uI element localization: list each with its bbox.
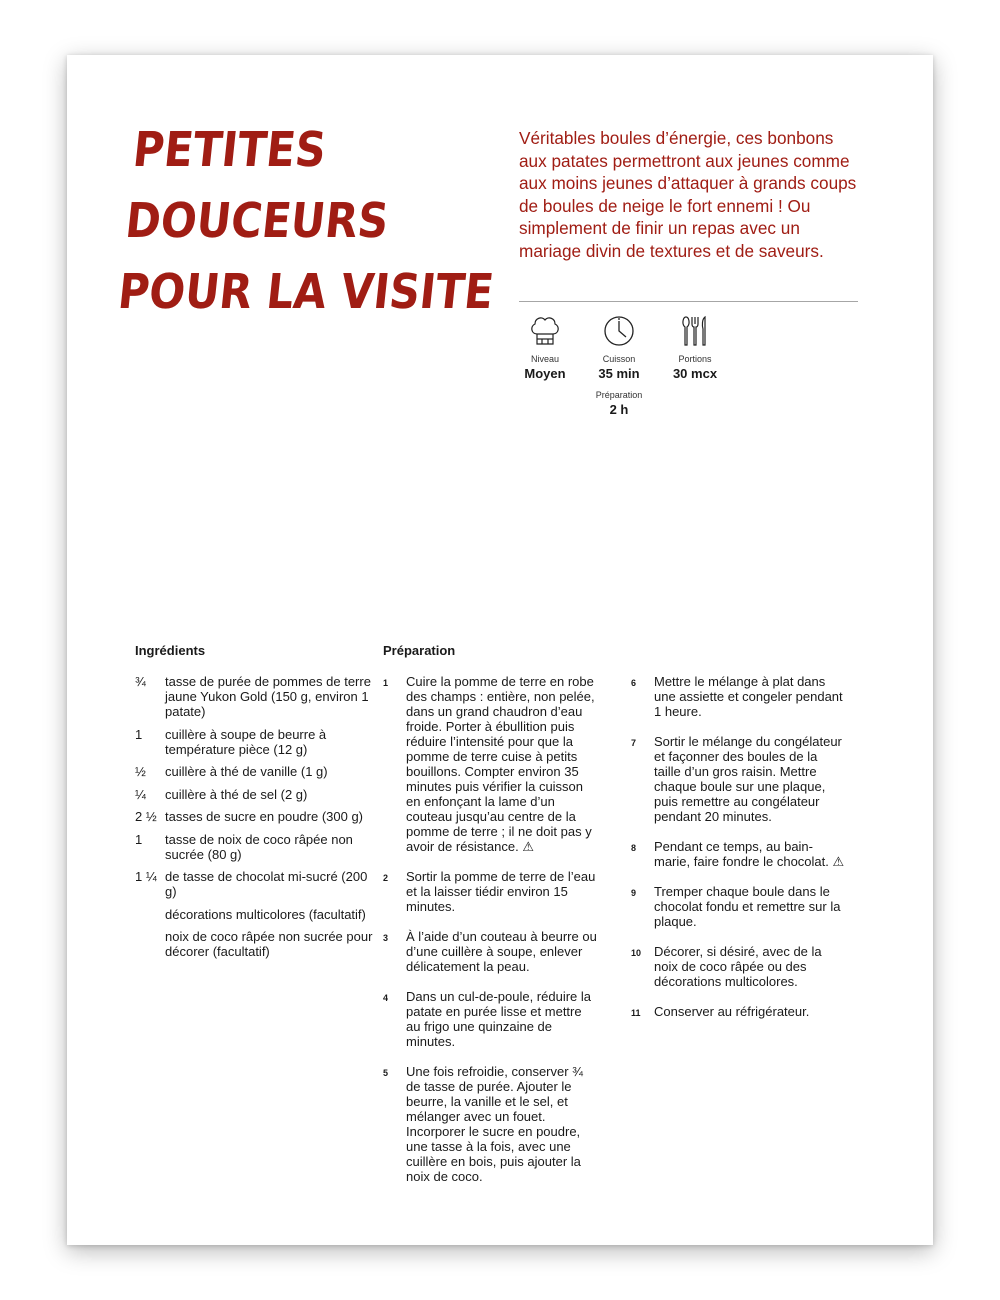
step-text: Tremper chaque boule dans le chocolat fondu et remettre sur la plaque. <box>654 884 841 929</box>
ingredient-item <box>135 929 375 959</box>
stat-niveau-value: Moyen <box>524 366 566 381</box>
stat-niveau <box>505 314 585 381</box>
ingredient-text: cuillère à thé de sel (2 g) <box>165 786 308 802</box>
step-number: 7 <box>631 738 637 748</box>
stat-cuisson-value: 35 min <box>598 366 640 381</box>
ingredients-list <box>135 674 375 967</box>
step-number: 10 <box>631 948 642 958</box>
step-item <box>631 944 846 989</box>
step-number: 8 <box>631 843 637 853</box>
step-item <box>383 929 598 974</box>
step-text: Dans un cul-de-poule, réduire la patate en purée lisse et mettre au frigo une quinzaine de minutes. <box>406 989 591 1049</box>
step-text: Conserver au réfrigérateur. <box>654 1004 810 1019</box>
ingredient-text: tasse de purée de pommes de terre jaune Yukon Gold (150 g, environ 1 patate) <box>165 674 371 719</box>
step-text: Sortir le mélange du congélateur et façonner des boules de la taille d’un gros raisin. Mettre chaque boule sur une plaque, puis remettre au congélateur pendant 20 minutes. <box>654 734 842 824</box>
ingredient-item <box>135 727 375 757</box>
step-number: 2 <box>383 873 389 883</box>
step-number: 1 <box>383 678 389 688</box>
ingredient-text: tasse de noix de coco râpée non sucrée (80 g) <box>165 831 353 862</box>
step-number: 4 <box>383 993 389 1003</box>
stat-niveau-label: Niveau <box>530 354 559 364</box>
ingredient-item <box>135 809 375 824</box>
title-line-2: DOUCEURS <box>122 193 392 249</box>
ingredient-text: cuillère à thé de vanille (1 g) <box>165 764 328 779</box>
ingredient-text: cuillère à soupe de beurre à température pièce (12 g) <box>165 726 327 757</box>
step-text: Pendant ce temps, au bain-marie, faire fondre le chocolat. ⚠ <box>654 839 845 869</box>
stat-preparation-label: Préparation <box>595 390 643 400</box>
step-item <box>383 989 598 1049</box>
step-text: Une fois refroidie, conserver ¾ de tasse de purée. Ajouter le beurre, la vanille et le sel, et mélanger avec un fouet. Incorporer le sucre en poudre, une tasse à la fois, avec une cuillère en bois, puis ajouter la noix de coco. <box>406 1064 584 1184</box>
title-line-3: POUR LA VISITE <box>115 264 497 320</box>
ingredient-item <box>135 832 375 862</box>
stat-cuisson <box>579 314 659 381</box>
divider <box>519 301 858 302</box>
step-number: 5 <box>383 1068 389 1078</box>
step-item <box>383 674 598 854</box>
step-text: Décorer, si désiré, avec de la noix de coco râpée ou des décorations multicolores. <box>654 944 822 989</box>
ingredient-text: tasses de sucre en poudre (300 g) <box>165 809 364 824</box>
stat-preparation <box>579 390 659 417</box>
step-item <box>631 674 846 719</box>
ingredient-text: noix de coco râpée non sucrée pour décorer (facultatif) <box>165 929 373 959</box>
step-text: À l’aide d’un couteau à beurre ou d’une cuillère à soupe, enlever délicatement la peau. <box>406 929 597 974</box>
preparation-heading: Préparation <box>383 643 456 658</box>
step-number: 9 <box>631 888 637 898</box>
ingredient-item <box>135 869 375 899</box>
stat-cuisson-label: Cuisson <box>602 354 636 364</box>
ingredients-heading: Ingrédients <box>135 643 206 658</box>
utensils-icon <box>655 314 735 348</box>
ingredient-text: décorations multicolores (facultatif) <box>165 906 366 922</box>
title-line-1: PETITES <box>130 122 329 178</box>
intro-text: Véritables boules d’énergie, ces bonbons aux patates permettront aux jeunes comme aux moins jeunes d’attaquer à grands coups de boules de neige le fort ennemi ! Ou simplement de finir un repas avec un mariage divin de textures et de saveurs. <box>519 128 857 261</box>
stat-portions <box>655 314 735 381</box>
step-item <box>631 884 846 929</box>
steps-column-2 <box>631 674 846 1034</box>
ingredient-qty: 1 <box>135 831 143 847</box>
ingredient-qty: ¼ <box>135 786 146 802</box>
recipe-page <box>67 55 933 1245</box>
step-text: Cuire la pomme de terre en robe des champs : entière, non pelée, dans un grand chaudron d’eau froide. Porter à ébullition puis réduire l’intensité pour que la pomme de terre cuise à petits bouillons. Compter environ 35 minutes puis vérifier la cuisson en enfonçant la lame d’un couteau jusqu’au centre de la pomme de terre ; il ne doit pas y avoir de résistance. ⚠ <box>406 674 595 854</box>
step-text: Sortir la pomme de terre de l’eau et la laisser tiédir environ 15 minutes. <box>406 869 596 914</box>
step-item <box>383 869 598 914</box>
clock-icon <box>579 314 659 348</box>
ingredient-qty: ¾ <box>135 674 146 689</box>
ingredient-qty: 1 <box>135 726 143 742</box>
ingredient-text: de tasse de chocolat mi-sucré (200 g) <box>165 869 368 899</box>
ingredient-item <box>135 907 375 922</box>
step-text: Mettre le mélange à plat dans une assiette et congeler pendant 1 heure. <box>654 674 843 719</box>
step-number: 3 <box>383 933 389 943</box>
chef-hat-icon <box>505 314 585 348</box>
ingredient-item <box>135 764 375 779</box>
stat-portions-value: 30 mcx <box>672 366 718 381</box>
stat-preparation-value: 2 h <box>609 402 629 417</box>
step-number: 11 <box>631 1008 641 1018</box>
ingredient-qty: 1 ¼ <box>135 869 157 884</box>
step-item <box>383 1064 598 1184</box>
recipe-title <box>115 115 497 328</box>
step-item <box>631 734 846 824</box>
step-item <box>631 1004 846 1019</box>
step-item <box>631 839 846 869</box>
ingredient-item <box>135 674 375 719</box>
ingredient-qty: 2 ½ <box>135 809 157 824</box>
ingredient-qty: ½ <box>135 764 146 779</box>
steps-column-1 <box>383 674 598 1199</box>
stat-portions-label: Portions <box>678 354 712 364</box>
step-number: 6 <box>631 678 637 688</box>
ingredient-item <box>135 787 375 802</box>
